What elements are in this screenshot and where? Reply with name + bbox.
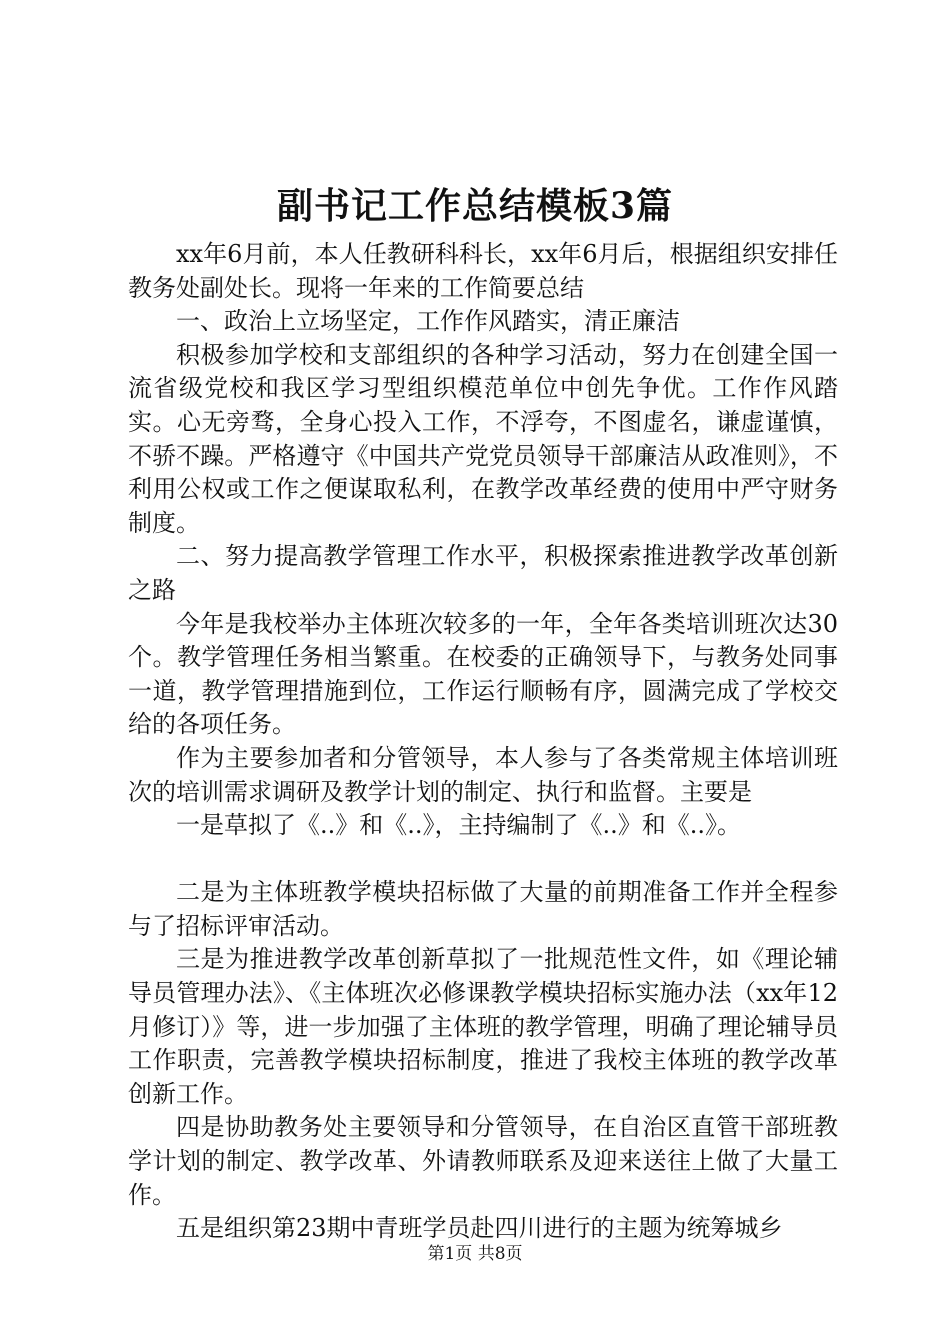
list-item-5: 五是组织第23期中青班学员赴四川进行的主题为统筹城乡 bbox=[176, 1214, 783, 1243]
list-item-1: 一是草拟了《..》和《..》，主持编制了《..》和《..》。 bbox=[176, 811, 742, 840]
list-item-4: 四是协助教务处主要领导和分管领导，在自治区直管干部班教学计划的制定、教学改革、外请教师联系及迎来送往上做了大量工作。 bbox=[128, 1113, 838, 1209]
paragraph-intro: xx年6月前，本人任教研科科长，xx年6月后，根据组织安排任教务处副处长。现将一年来的工作简要总结 bbox=[128, 240, 838, 302]
list-item-3: 三是为推进教学改革创新草拟了一批规范性文件，如《理论辅导员管理办法》、《主体班次必修课教学模块招标实施办法（xx年12月修订）》等，进一步加强了主体班的教学管理，明确了理论辅导员工作职责，完善教学模块招标制度，推进了我校主体班的教学改革创新工作。 bbox=[128, 945, 838, 1108]
page-footer: 第1页 共8页 bbox=[427, 1244, 523, 1264]
document-title: 副书记工作总结模板3篇 bbox=[276, 185, 674, 227]
paragraph-section-1: 积极参加学校和支部组织的各种学习活动，努力在创建全国一流省级党校和我区学习型组织模范单位中创先争优。工作作风踏实。心无旁骛，全身心投入工作，不浮夸，不图虚名，谦虚谨慎，不骄不躁。严格遵守《中国共产党党员领导干部廉洁从政准则》，不利用公权或工作之便谋取私利，在教学改革经费的使用中严守财务制度。 bbox=[128, 340, 838, 537]
document-body bbox=[128, 238, 838, 1246]
section-heading-1: 一、政治上立场坚定，工作作风踏实，清正廉洁 bbox=[176, 307, 680, 336]
section-heading-2: 二、努力提高教学管理工作水平，积极探索推进教学改革创新之路 bbox=[128, 542, 838, 604]
paragraph-section-2: 今年是我校举办主体班次较多的一年，全年各类培训班次达30个。教学管理任务相当繁重。在校委的正确领导下，与教务处同事一道，教学管理措施到位，工作运行顺畅有序，圆满完成了学校交给的各项任务。 bbox=[128, 609, 838, 739]
list-item-2: 二是为主体班教学模块招标做了大量的前期准备工作并全程参与了招标评审活动。 bbox=[128, 878, 838, 940]
paragraph-role: 作为主要参加者和分管领导，本人参与了各类常规主体培训班次的培训需求调研及教学计划的制定、执行和监督。主要是 bbox=[128, 743, 838, 806]
